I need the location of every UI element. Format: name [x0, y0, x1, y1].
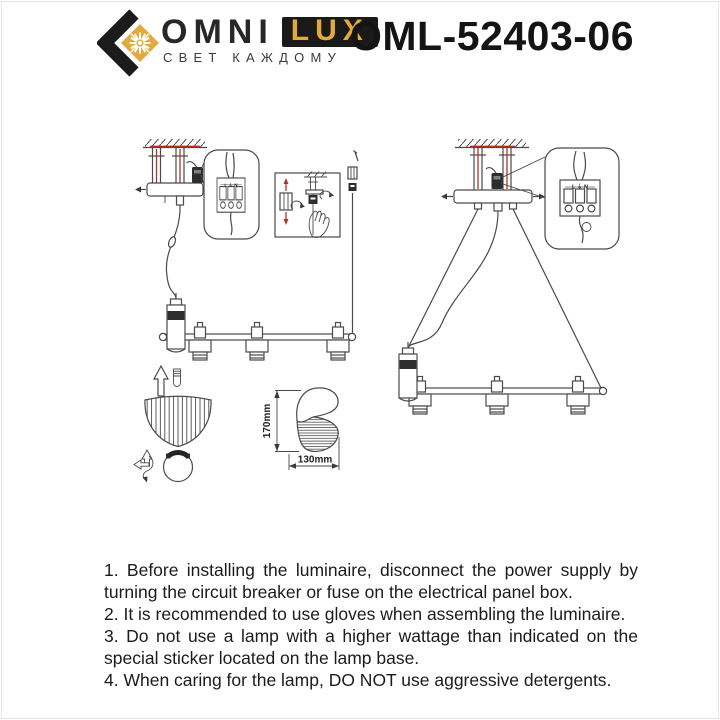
twist-install-icon [134, 450, 153, 483]
ceiling-canopy [454, 190, 532, 203]
product-model-number: OML-52403-06 [350, 13, 635, 59]
instruction-item-3: 3. Do not use a lamp with a higher wattage than indicated on the special sticker located on the lamp base. [104, 626, 638, 668]
brand-name-lux: LUX [290, 14, 369, 47]
safety-instructions [104, 559, 638, 691]
suspension-cable [166, 205, 180, 299]
wire-fastener-parts [348, 151, 358, 192]
slide-arrow-left [135, 187, 146, 193]
brand-name-omni: OMNI [161, 13, 274, 51]
lamp-socket [486, 377, 508, 415]
ribbed-shade-front-view [145, 396, 211, 446]
brand-tagline: СВЕТ КАЖДОМУ [163, 50, 342, 65]
suspension-cable [408, 211, 498, 347]
terminal-connector-icon [187, 162, 204, 183]
shade-dimension-drawing [262, 388, 339, 470]
adjustment-instruction-box [275, 172, 340, 238]
slide-arrow-left [441, 194, 453, 200]
mounting-screw [172, 148, 188, 184]
cable-holder-cylinder [167, 293, 185, 352]
lamp-socket [327, 323, 349, 361]
height-dimension [262, 391, 301, 452]
cable-holder-cylinder [399, 342, 417, 401]
terminal-labels: L ⏚ N [224, 182, 238, 188]
width-dimension-label: 130mm [297, 454, 333, 466]
terminal-labels: L ⏚ N [571, 184, 589, 191]
ceiling-canopy [147, 183, 203, 196]
cable-clip [167, 236, 177, 248]
terminal-connector-icon [486, 168, 503, 189]
shade-top-view [164, 452, 193, 481]
lamp-socket [189, 323, 211, 361]
height-dimension-label: 170mm [262, 403, 273, 439]
mounting-screw [470, 147, 486, 190]
instruction-item-1: 1. Before installing the luminaire, disconnect the power supply by turning the circuit breaker or fuse on the electrical panel box. [104, 560, 638, 602]
terminal-block-callout [545, 148, 619, 249]
lamp-socket [567, 377, 589, 415]
shade-assembly-icons [134, 366, 211, 483]
suspension-wire [407, 209, 478, 350]
insert-up-arrow-icon [154, 366, 168, 396]
bulb-icon [174, 369, 181, 387]
instruction-item-4: 4. When caring for the lamp, DO NOT use aggressive detergents. [104, 670, 612, 690]
lamp-socket [246, 323, 268, 361]
mounting-screw [149, 148, 165, 184]
terminal-block-callout [204, 150, 259, 239]
instruction-item-2: 2. It is recommended to use gloves when assembling the luminaire. [104, 604, 626, 624]
